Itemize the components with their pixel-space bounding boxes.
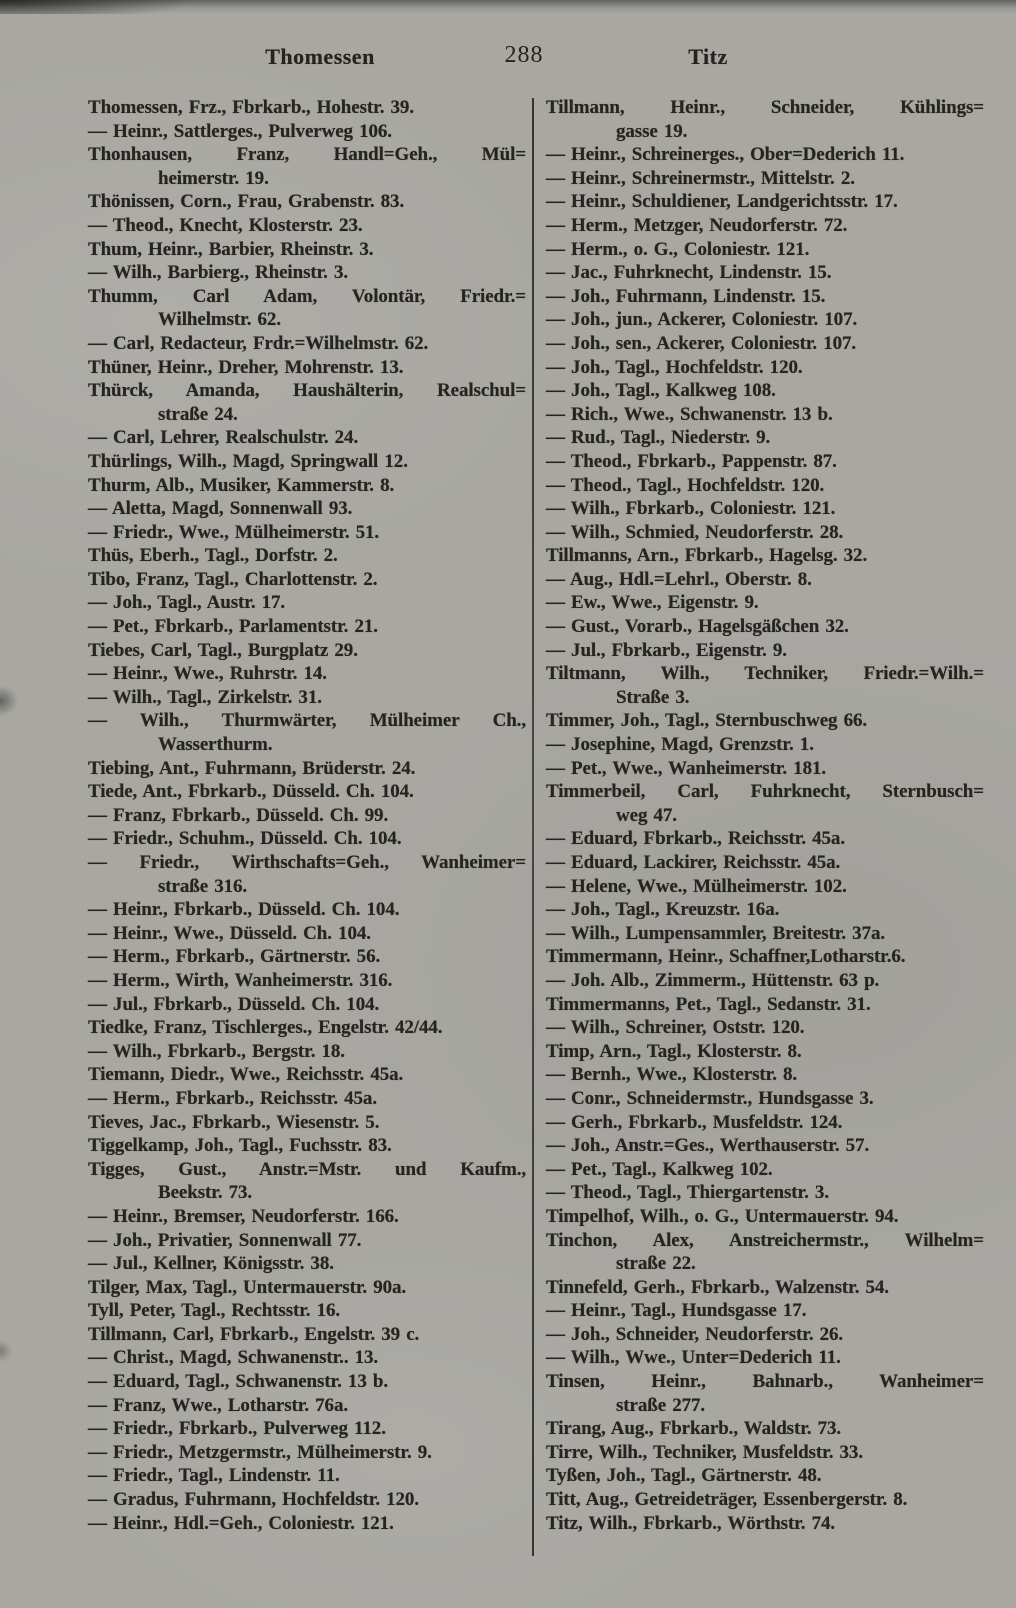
header-left-keyword: Thomessen bbox=[265, 44, 375, 69]
directory-entry-line: — Bernh., Wwe., Klosterstr. 8. bbox=[546, 1064, 798, 1086]
directory-entry-line: — Wilh., Barbierg., Rheinstr. 3. bbox=[88, 262, 349, 284]
directory-entry-line: — Joh., Tagl., Kreuzstr. 16a. bbox=[546, 899, 780, 921]
directory-entry-line: — Josephine, Magd, Grenzstr. 1. bbox=[546, 734, 814, 756]
directory-entry-line: Tirre, Wilh., Techniker, Musfeldstr. 33. bbox=[546, 1441, 863, 1463]
directory-entry-line: — Joh., Tagl., Kalkweg 108. bbox=[546, 380, 776, 402]
directory-entry-line: — Heinr., Sattlerges., Pulverweg 106. bbox=[88, 120, 392, 142]
directory-entry-line: weg 47. bbox=[616, 804, 677, 826]
directory-entry-line: Tiede, Ant., Fbrkarb., Düsseld. Ch. 104. bbox=[88, 781, 414, 803]
directory-entry-line: Tiggelkamp, Joh., Tagl., Fuchsstr. 83. bbox=[88, 1135, 392, 1157]
directory-entry-line: gasse 19. bbox=[616, 120, 688, 142]
directory-entry-line: Thürck, Amanda, Haushälterin, Realschul= bbox=[88, 380, 526, 402]
directory-entry-line: Beekstr. 73. bbox=[158, 1182, 253, 1204]
scan-margin-smudge bbox=[0, 686, 18, 716]
directory-entry-line: — Heinr., Schreinerges., Ober=Dederich 11. bbox=[546, 144, 905, 166]
directory-entry-line: Wasserthurm. bbox=[158, 734, 273, 756]
directory-entry-line: — Gradus, Fuhrmann, Hochfeldstr. 120. bbox=[88, 1489, 419, 1511]
directory-entry-line: — Eduard, Tagl., Schwanenstr. 13 b. bbox=[88, 1371, 389, 1393]
directory-entry-line: Titz, Wilh., Fbrkarb., Wörthstr. 74. bbox=[546, 1512, 836, 1534]
directory-entry-line: — Wilh., Thurmwärter, Mülheimer Ch., bbox=[88, 710, 526, 732]
directory-entry-line: — Herm., Wirth, Wanheimerstr. 316. bbox=[88, 969, 393, 991]
directory-entry-line: — Wilh., Fbrkarb., Coloniestr. 121. bbox=[546, 498, 836, 520]
directory-entry-line: — Heinr., Schuldiener, Landgerichtsstr. 17. bbox=[546, 191, 898, 213]
directory-entry-line: — Theod., Fbrkarb., Pappenstr. 87. bbox=[546, 450, 837, 472]
directory-entry-line: — Gerh., Fbrkarb., Musfeldstr. 124. bbox=[546, 1111, 843, 1133]
directory-entry-line: — Theod., Knecht, Klosterstr. 23. bbox=[88, 214, 363, 236]
directory-entry-line: straße 22. bbox=[616, 1253, 696, 1275]
directory-entry-line: Straße 3. bbox=[616, 686, 690, 708]
directory-entry-line: — Christ., Magd, Schwanenstr.. 13. bbox=[88, 1347, 379, 1369]
directory-entry-line: Tillmann, Carl, Fbrkarb., Engelstr. 39 c. bbox=[88, 1323, 420, 1345]
directory-entry-line: — Pet., Tagl., Kalkweg 102. bbox=[546, 1158, 773, 1180]
directory-entry-line: Tinchon, Alex, Anstreichermstr., Wilhelm= bbox=[546, 1229, 984, 1251]
directory-entry-line: — Ew., Wwe., Eigenstr. 9. bbox=[546, 592, 759, 614]
running-head bbox=[0, 44, 1016, 74]
directory-entry-line: — Joh., Privatier, Sonnenwall 77. bbox=[88, 1229, 362, 1251]
directory-entry-line: Tiebing, Ant., Fuhrmann, Brüderstr. 24. bbox=[88, 757, 416, 779]
directory-entry-line: Tillmanns, Arn., Fbrkarb., Hagelsg. 32. bbox=[546, 545, 868, 567]
directory-entry-line: Timmer, Joh., Tagl., Sternbuschweg 66. bbox=[546, 710, 868, 732]
directory-entry-line: — Herm., Metzger, Neudorferstr. 72. bbox=[546, 214, 848, 236]
directory-entry-line: — Joh., jun., Ackerer, Coloniestr. 107. bbox=[546, 309, 858, 331]
directory-entry-line: — Theod., Tagl., Thiergartenstr. 3. bbox=[546, 1182, 829, 1204]
directory-entry-line: — Joh., Schneider, Neudorferstr. 26. bbox=[546, 1323, 844, 1345]
directory-entry-line: — Carl, Redacteur, Frdr.=Wilhelmstr. 62. bbox=[88, 332, 429, 354]
directory-entry-line: Thonhausen, Franz, Handl=Geh., Mül= bbox=[88, 144, 526, 166]
directory-entry-line: — Wilh., Wwe., Unter=Dederich 11. bbox=[546, 1347, 841, 1369]
directory-entry-line: Thönissen, Corn., Frau, Grabenstr. 83. bbox=[88, 191, 405, 213]
header-right-keyword: Titz bbox=[688, 44, 728, 69]
page-number: 288 bbox=[504, 42, 544, 68]
directory-entry-line: Thum, Heinr., Barbier, Rheinstr. 3. bbox=[88, 238, 374, 260]
directory-entry-line: Tilger, Max, Tagl., Untermauerstr. 90a. bbox=[88, 1276, 407, 1298]
directory-entry-line: — Friedr., Wirthschafts=Geh., Wanheimer= bbox=[88, 852, 526, 873]
directory-entry-line: straße 277. bbox=[616, 1394, 706, 1416]
directory-entry-line: — Eduard, Fbrkarb., Reichsstr. 45a. bbox=[546, 828, 845, 850]
directory-entry-line: — Heinr., Hdl.=Geh., Coloniestr. 121. bbox=[88, 1512, 394, 1534]
directory-entry-line: — Wilh., Schreiner, Oststr. 120. bbox=[546, 1017, 805, 1039]
directory-entry-line: Thüs, Eberh., Tagl., Dorfstr. 2. bbox=[88, 545, 338, 567]
directory-entry-line: — Herm., Fbrkarb., Gärtnerstr. 56. bbox=[88, 946, 381, 968]
directory-entry-line: — Helene, Wwe., Mülheimerstr. 102. bbox=[546, 875, 847, 897]
directory-entry-line: Thomessen, Frz., Fbrkarb., Hohestr. 39. bbox=[88, 97, 414, 118]
directory-entry-line: Wilhelmstr. 62. bbox=[158, 309, 281, 331]
directory-entry-line: — Jac., Fuhrknecht, Lindenstr. 15. bbox=[546, 262, 832, 284]
directory-entry-line: heimerstr. 19. bbox=[158, 167, 269, 189]
directory-entry-line: — Theod., Tagl., Hochfeldstr. 120. bbox=[546, 474, 825, 496]
directory-column-left bbox=[88, 96, 526, 1535]
directory-entry-line: — Pet., Fbrkarb., Parlamentstr. 21. bbox=[88, 616, 378, 638]
directory-entry-line: — Jul., Fbrkarb., Düsseld. Ch. 104. bbox=[88, 993, 380, 1015]
directory-entry-line: — Friedr., Wwe., Mülheimerstr. 51. bbox=[88, 521, 380, 543]
directory-entry-line: Tibo, Franz, Tagl., Charlottenstr. 2. bbox=[88, 568, 378, 590]
directory-entry-line: Tiltmann, Wilh., Techniker, Friedr.=Wilh.= bbox=[546, 663, 984, 685]
directory-entry-line: Thürlings, Wilh., Magd, Springwall 12. bbox=[88, 450, 408, 472]
directory-entry-line: — Friedr., Schuhm., Düsseld. Ch. 104. bbox=[88, 828, 402, 850]
directory-entry-line: — Wilh., Fbrkarb., Bergstr. 18. bbox=[88, 1040, 345, 1062]
directory-entry-line: — Wilh., Schmied, Neudorferstr. 28. bbox=[546, 521, 844, 543]
directory-entry-line: Tyll, Peter, Tagl., Rechtsstr. 16. bbox=[88, 1300, 341, 1322]
directory-entry-line: — Jul., Fbrkarb., Eigenstr. 9. bbox=[546, 639, 787, 661]
column-divider-rule bbox=[532, 98, 534, 1556]
directory-entry-line: — Rud., Tagl., Niederstr. 9. bbox=[546, 427, 771, 449]
directory-entry-line: — Joh., Anstr.=Ges., Werthauserstr. 57. bbox=[546, 1135, 870, 1157]
directory-entry-line: — Joh., Tagl., Austr. 17. bbox=[88, 592, 286, 614]
directory-column-right bbox=[546, 96, 984, 1535]
directory-entry-line: — Aug., Hdl.=Lehrl., Oberstr. 8. bbox=[546, 568, 812, 590]
directory-entry-line: Tigges, Gust., Anstr.=Mstr. und Kaufm., bbox=[88, 1158, 526, 1180]
directory-entry-line: Tiemann, Diedr., Wwe., Reichsstr. 45a. bbox=[88, 1064, 404, 1086]
directory-entry-line: — Joh. Alb., Zimmerm., Hüttenstr. 63 p. bbox=[546, 969, 880, 991]
directory-entry-line: — Herm., o. G., Coloniestr. 121. bbox=[546, 238, 810, 260]
scan-edge-shadow bbox=[0, 0, 1016, 14]
directory-entry-line: Tiedke, Franz, Tischlerges., Engelstr. 42/44. bbox=[88, 1017, 443, 1039]
directory-entry-line: — Wilh., Lumpensammler, Breitestr. 37a. bbox=[546, 922, 886, 944]
directory-entry-line: Tillmann, Heinr., Schneider, Kühlings= bbox=[546, 97, 984, 118]
directory-entry-line: — Eduard, Lackirer, Reichsstr. 45a. bbox=[546, 852, 841, 873]
directory-entry-line: Timp, Arn., Tagl., Klosterstr. 8. bbox=[546, 1040, 802, 1062]
directory-entry-line: — Heinr., Fbrkarb., Düsseld. Ch. 104. bbox=[88, 899, 400, 921]
directory-entry-line: — Joh., sen., Ackerer, Coloniestr. 107. bbox=[546, 332, 857, 354]
directory-entry-line: — Carl, Lehrer, Realschulstr. 24. bbox=[88, 427, 359, 449]
directory-entry-line: — Heinr., Schreinermstr., Mittelstr. 2. bbox=[546, 167, 855, 189]
directory-entry-line: Timpelhof, Wilh., o. G., Untermauerstr. 94. bbox=[546, 1205, 899, 1227]
directory-entry-line: — Wilh., Tagl., Zirkelstr. 31. bbox=[88, 686, 322, 708]
directory-entry-line: straße 24. bbox=[158, 403, 238, 425]
directory-entry-line: Tirang, Aug., Fbrkarb., Waldstr. 73. bbox=[546, 1418, 842, 1440]
directory-entry-line: — Rich., Wwe., Schwanenstr. 13 b. bbox=[546, 403, 833, 425]
directory-entry-line: — Friedr., Fbrkarb., Pulverweg 112. bbox=[88, 1418, 386, 1440]
directory-entry-line: Thurm, Alb., Musiker, Kammerstr. 8. bbox=[88, 474, 395, 496]
directory-entry-line: Tieves, Jac., Fbrkarb., Wiesenstr. 5. bbox=[88, 1111, 380, 1133]
directory-entry-line: straße 316. bbox=[158, 875, 248, 897]
directory-entry-line: — Aletta, Magd, Sonnenwall 93. bbox=[88, 498, 353, 520]
directory-entry-line: — Joh., Fuhrmann, Lindenstr. 15. bbox=[546, 285, 826, 307]
directory-entry-line: Thüner, Heinr., Dreher, Mohrenstr. 13. bbox=[88, 356, 404, 378]
scan-margin-smudge bbox=[0, 1340, 12, 1362]
directory-entry-line: Timmermann, Heinr., Schaffner,Lotharstr.6. bbox=[546, 946, 906, 968]
directory-entry-line: — Pet., Wwe., Wanheimerstr. 181. bbox=[546, 757, 827, 779]
directory-entry-line: Tiebes, Carl, Tagl., Burgplatz 29. bbox=[88, 639, 358, 661]
directory-entry-line: Tyßen, Joh., Tagl., Gärtnerstr. 48. bbox=[546, 1465, 822, 1487]
directory-entry-line: — Heinr., Bremser, Neudorferstr. 166. bbox=[88, 1205, 399, 1227]
directory-entry-line: — Heinr., Wwe., Düsseld. Ch. 104. bbox=[88, 922, 371, 944]
directory-entry-line: — Friedr., Metzgermstr., Mülheimerstr. 9. bbox=[88, 1441, 432, 1463]
directory-entry-line: — Friedr., Tagl., Lindenstr. 11. bbox=[88, 1465, 340, 1487]
directory-entry-line: Timmerbeil, Carl, Fuhrknecht, Sternbusch= bbox=[546, 781, 984, 803]
directory-entry-line: Titt, Aug., Getreideträger, Essenbergerstr. 8. bbox=[546, 1489, 908, 1511]
directory-entry-line: — Franz, Fbrkarb., Düsseld. Ch. 99. bbox=[88, 804, 389, 826]
directory-entry-line: Tinsen, Heinr., Bahnarb., Wanheimer= bbox=[546, 1371, 984, 1393]
directory-entry-line: — Gust., Vorarb., Hagelsgäßchen 32. bbox=[546, 616, 849, 638]
directory-entry-line: — Joh., Tagl., Hochfeldstr. 120. bbox=[546, 356, 803, 378]
directory-entry-line: — Heinr., Wwe., Ruhrstr. 14. bbox=[88, 663, 327, 685]
directory-entry-line: — Heinr., Tagl., Hundsgasse 17. bbox=[546, 1300, 807, 1322]
directory-entry-line: — Franz, Wwe., Lotharstr. 76a. bbox=[88, 1394, 349, 1416]
directory-entry-line: Timmermanns, Pet., Tagl., Sedanstr. 31. bbox=[546, 993, 871, 1015]
directory-entry-line: — Jul., Kellner, Königsstr. 38. bbox=[88, 1253, 334, 1275]
directory-entry-line: — Conr., Schneidermstr., Hundsgasse 3. bbox=[546, 1087, 874, 1109]
directory-entry-line: Tinnefeld, Gerh., Fbrkarb., Walzenstr. 54. bbox=[546, 1276, 889, 1298]
directory-entry-line: Thumm, Carl Adam, Volontär, Friedr.= bbox=[88, 285, 526, 307]
directory-entry-line: — Herm., Fbrkarb., Reichsstr. 45a. bbox=[88, 1087, 377, 1109]
